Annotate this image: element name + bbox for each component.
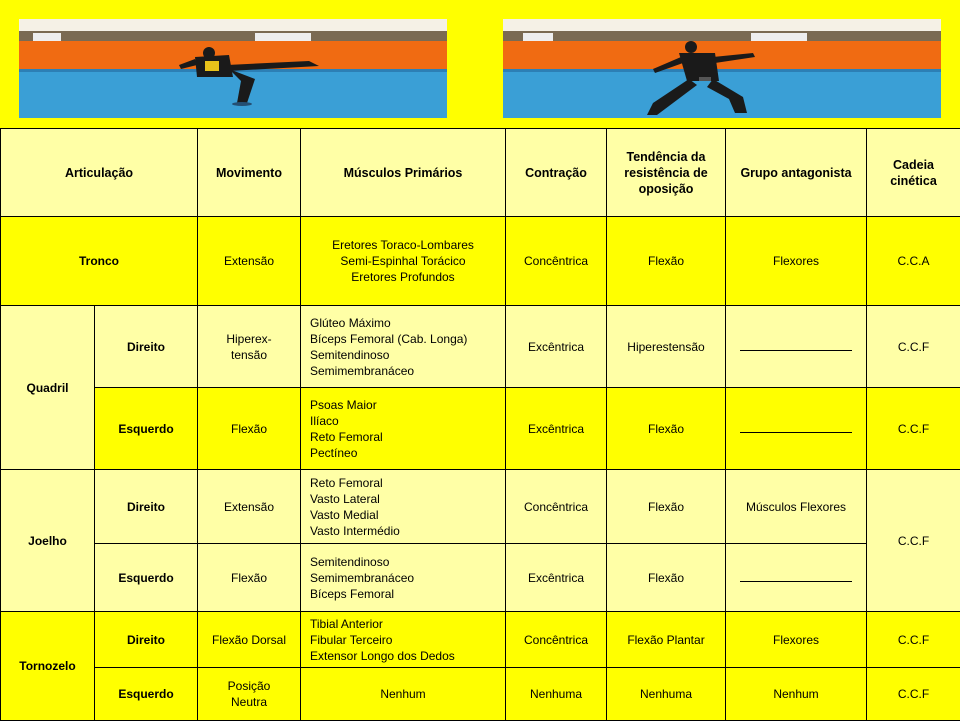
header-cadeia: Cadeia cinética (867, 129, 960, 217)
joelho-direito-antagonista: Músculos Flexores (726, 470, 867, 544)
joelho-esquerdo-contracao: Excêntrica (506, 544, 607, 612)
joelho-direito-contracao: Concêntrica (506, 470, 607, 544)
header-contracao: Contração (506, 129, 607, 217)
tronco-cadeia: C.C.A (867, 217, 960, 306)
joelho-direito-tendencia: Flexão (607, 470, 726, 544)
tornozelo-direito-tendencia: Flexão Plantar (607, 612, 726, 668)
quadril-esquerdo-tendencia: Flexão (607, 388, 726, 470)
tornozelo-direito-movimento: Flexão Dorsal (198, 612, 301, 668)
joelho-direito-musculos: Reto Femoral Vasto Lateral Vasto Medial Vasto Intermédio (301, 470, 506, 544)
header-tendencia: Tendência da resistência de oposição (607, 129, 726, 217)
karate-kick-photo (19, 19, 447, 118)
tornozelo-esquerdo-movimento: Posição Neutra (198, 668, 301, 721)
header-articulacao: Articulação (1, 129, 198, 217)
tornozelo-esquerdo-cadeia: C.C.F (867, 668, 960, 721)
joelho-direito-movimento: Extensão (198, 470, 301, 544)
quadril-esquerdo-musculos: Psoas Maior Ilíaco Reto Femoral Pectíneo (301, 388, 506, 470)
tronco-contracao: Concêntrica (506, 217, 607, 306)
quadril-articulacao: Quadril (1, 306, 95, 470)
joelho-esquerdo-movimento: Flexão (198, 544, 301, 612)
karate-stance-photo (503, 19, 941, 118)
quadril-direito-lado: Direito (95, 306, 198, 388)
table-row-tronco (1, 217, 960, 306)
header-musculos: Músculos Primários (301, 129, 506, 217)
header-movimento: Movimento (198, 129, 301, 217)
tornozelo-esquerdo-contracao: Nenhuma (506, 668, 607, 721)
quadril-esquerdo-movimento: Flexão (198, 388, 301, 470)
tronco-tendencia: Flexão (607, 217, 726, 306)
tornozelo-esquerdo-lado: Esquerdo (95, 668, 198, 721)
table-row-joelho-direito (1, 470, 960, 544)
kinesiology-table (0, 128, 960, 721)
tornozelo-esquerdo-musculos: Nenhum (301, 668, 506, 721)
table-row-tornozelo-esquerdo (1, 668, 960, 721)
joelho-esquerdo-musculos: Semitendinoso Semimembranáceo Bíceps Femoral (301, 544, 506, 612)
quadril-direito-movimento: Hiperex- tensão (198, 306, 301, 388)
table-row-joelho-esquerdo (1, 544, 960, 612)
tronco-antagonista: Flexores (726, 217, 867, 306)
joelho-cadeia: C.C.F (867, 470, 960, 612)
tornozelo-direito-cadeia: C.C.F (867, 612, 960, 668)
tronco-movimento: Extensão (198, 217, 301, 306)
quadril-esquerdo-lado: Esquerdo (95, 388, 198, 470)
quadril-direito-contracao: Excêntrica (506, 306, 607, 388)
quadril-direito-musculos: Glúteo Máximo Bíceps Femoral (Cab. Longa) Semitendinoso Semimembranáceo (301, 306, 506, 388)
header-antagonista: Grupo antagonista (726, 129, 867, 217)
blank-line (740, 573, 852, 582)
tornozelo-esquerdo-tendencia: Nenhuma (607, 668, 726, 721)
quadril-esquerdo-cadeia: C.C.F (867, 388, 960, 470)
table-row-quadril-esquerdo (1, 388, 960, 470)
joelho-direito-lado: Direito (95, 470, 198, 544)
tornozelo-direito-antagonista: Flexores (726, 612, 867, 668)
table-row-tornozelo-direito (1, 612, 960, 668)
tornozelo-direito-contracao: Concêntrica (506, 612, 607, 668)
joelho-esquerdo-antagonista (726, 544, 867, 612)
joelho-esquerdo-lado: Esquerdo (95, 544, 198, 612)
quadril-direito-tendencia: Hiperestensão (607, 306, 726, 388)
header-row (1, 129, 960, 217)
tornozelo-direito-musculos: Tibial Anterior Fibular Terceiro Extensor Longo dos Dedos (301, 612, 506, 668)
joelho-articulacao: Joelho (1, 470, 95, 612)
tornozelo-articulacao: Tornozelo (1, 612, 95, 721)
quadril-direito-cadeia: C.C.F (867, 306, 960, 388)
quadril-direito-antagonista (726, 306, 867, 388)
tornozelo-direito-lado: Direito (95, 612, 198, 668)
quadril-esquerdo-contracao: Excêntrica (506, 388, 607, 470)
tronco-articulacao: Tronco (1, 217, 198, 306)
table-row-quadril-direito (1, 306, 960, 388)
quadril-esquerdo-antagonista (726, 388, 867, 470)
joelho-esquerdo-tendencia: Flexão (607, 544, 726, 612)
blank-line (740, 424, 852, 433)
tronco-musculos: Eretores Toraco-Lombares Semi-Espinhal Torácico Eretores Profundos (301, 217, 506, 306)
blank-line (740, 342, 852, 351)
tornozelo-esquerdo-antagonista: Nenhum (726, 668, 867, 721)
